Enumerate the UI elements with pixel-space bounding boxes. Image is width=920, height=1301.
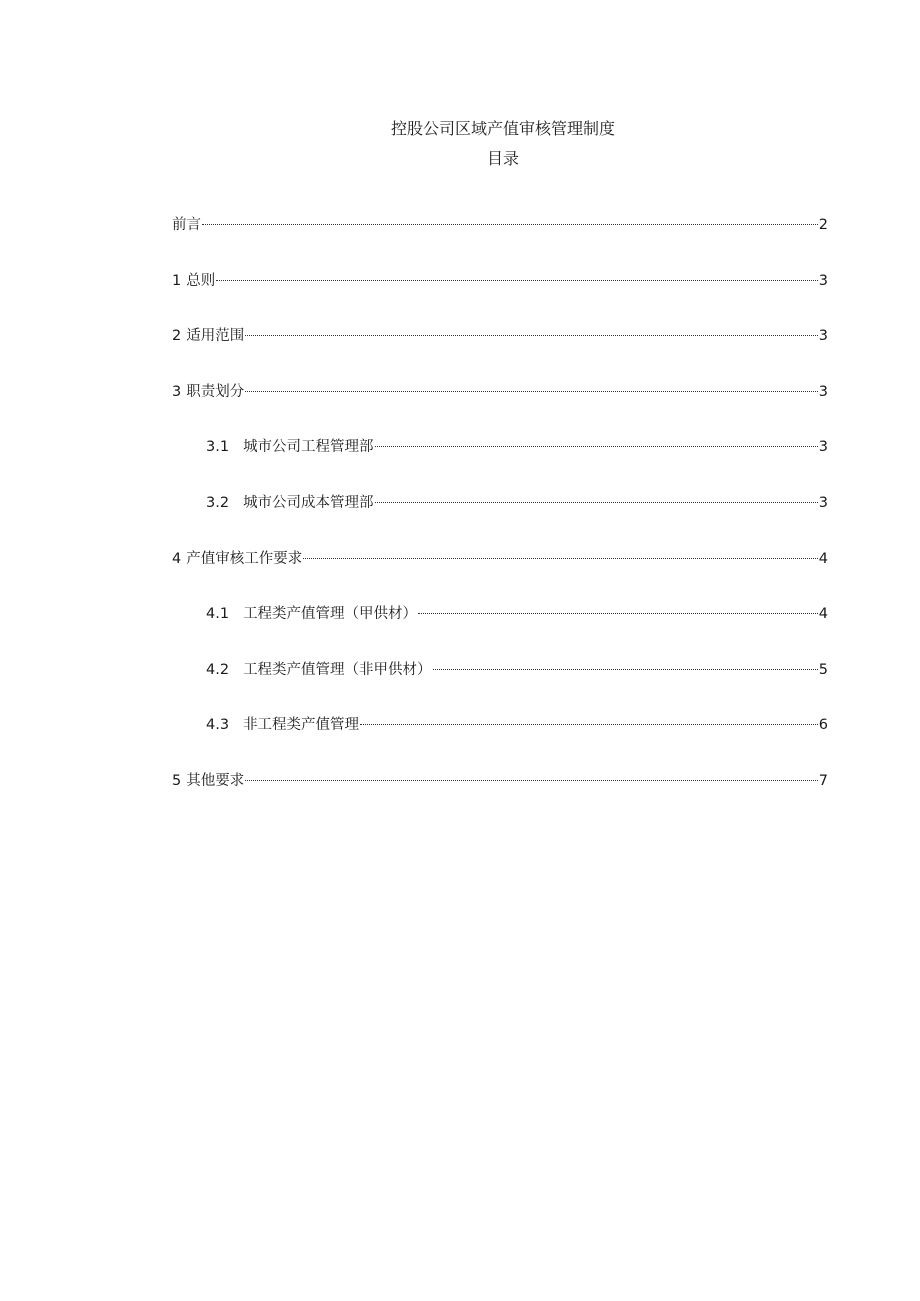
toc-entry-owner-supplied[interactable] <box>172 603 828 659</box>
toc-page-number: 3 <box>818 439 828 456</box>
toc-page-number: 5 <box>818 661 828 678</box>
toc-leader-dots <box>375 446 818 447</box>
toc-leader-dots <box>360 724 818 725</box>
toc-leader-dots <box>245 391 818 392</box>
toc-entry-non-owner-supplied[interactable] <box>172 659 828 715</box>
toc-entry-title: 非工程类产值管理 <box>243 717 360 734</box>
toc-leader-dots <box>202 224 818 225</box>
toc-entry-title: 其他要求 <box>186 772 245 789</box>
toc-entry-number: 4.1 <box>206 606 230 623</box>
toc-entry-number: 5 <box>172 772 182 789</box>
toc-leader-dots <box>433 669 818 670</box>
toc-entry-other-requirements[interactable] <box>172 770 828 826</box>
toc-entry-number: 3.2 <box>206 494 230 511</box>
toc-entry-title: 城市公司成本管理部 <box>243 494 374 511</box>
toc-leader-dots <box>245 335 818 336</box>
toc-heading: 目录 <box>486 149 519 168</box>
table-of-contents <box>172 214 828 826</box>
toc-entry-number: 4 <box>172 550 182 567</box>
toc-leader-dots <box>303 558 818 559</box>
toc-page-number: 3 <box>818 494 828 511</box>
toc-entry-title: 产值审核工作要求 <box>186 550 303 567</box>
toc-leader-dots <box>216 280 818 281</box>
toc-entry-title: 工程类产值管理（甲供材） <box>243 606 418 623</box>
toc-entry-number: 3 <box>172 383 182 400</box>
toc-entry-number: 3.1 <box>206 439 230 456</box>
toc-page-number: 3 <box>818 272 828 289</box>
toc-entry-number: 2 <box>172 328 182 345</box>
toc-entry-title: 工程类产值管理（非甲供材） <box>243 661 432 678</box>
toc-leader-dots <box>245 780 818 781</box>
toc-entry-title: 前言 <box>172 217 201 233</box>
toc-page-number: 3 <box>818 383 828 400</box>
toc-leader-dots <box>418 613 818 614</box>
toc-page-number: 4 <box>818 606 828 623</box>
toc-entry-cost-dept[interactable] <box>172 492 828 548</box>
toc-leader-dots <box>375 502 818 503</box>
toc-entry-audit-requirements[interactable] <box>172 548 828 604</box>
toc-page-number: 4 <box>818 550 828 567</box>
toc-entry-non-engineering[interactable] <box>172 714 828 770</box>
toc-entry-number: 1 <box>172 272 182 289</box>
toc-entry-number: 4.3 <box>206 717 230 734</box>
toc-entry-title: 职责划分 <box>186 383 245 400</box>
toc-page-number: 7 <box>818 772 828 789</box>
toc-entry-title: 总则 <box>186 272 216 289</box>
toc-entry-title: 适用范围 <box>186 328 245 345</box>
toc-page-number: 2 <box>818 217 828 233</box>
toc-entry-number: 4.2 <box>206 661 230 678</box>
toc-entry-preface[interactable] <box>172 214 828 270</box>
toc-entry-general-principles[interactable] <box>172 270 828 326</box>
toc-entry-scope[interactable] <box>172 325 828 381</box>
toc-entry-engineering-dept[interactable] <box>172 436 828 492</box>
toc-page-number: 6 <box>818 717 828 734</box>
document-title: 控股公司区域产值审核管理制度 <box>390 119 615 138</box>
toc-entry-responsibilities[interactable] <box>172 381 828 437</box>
toc-entry-title: 城市公司工程管理部 <box>243 439 374 456</box>
toc-page-number: 3 <box>818 328 828 345</box>
